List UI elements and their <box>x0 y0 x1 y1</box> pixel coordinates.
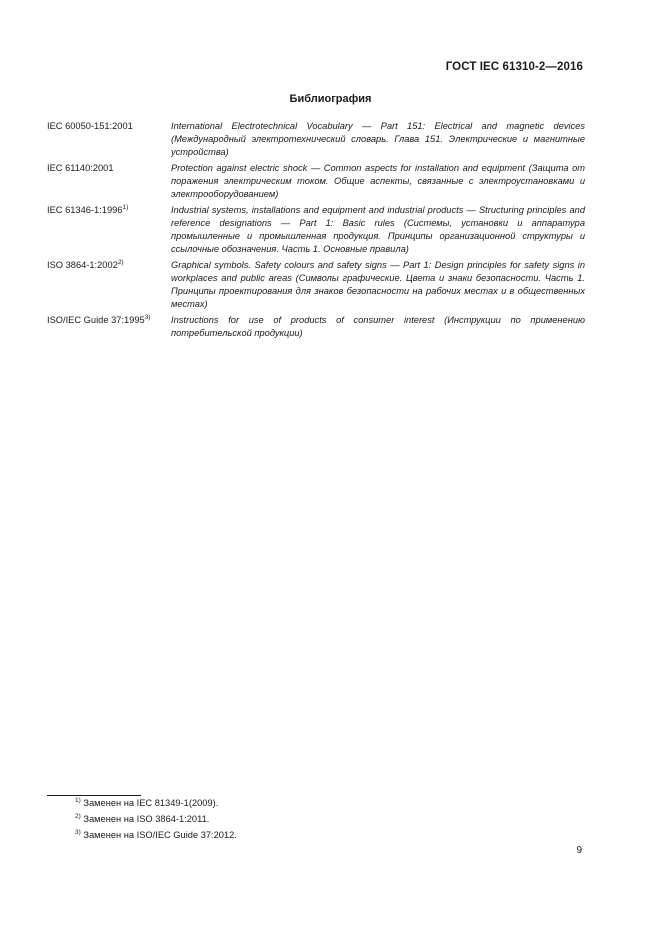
footnotes <box>75 797 475 845</box>
page-number: 9 <box>576 845 582 856</box>
footnote-separator <box>47 795 141 796</box>
footnote-marker: 3) <box>144 313 151 321</box>
bibliography-entry <box>47 314 585 340</box>
bibliography-title: Библиография <box>289 93 372 105</box>
reference-code: ISO 3864-1:2002 <box>47 260 118 270</box>
bibliography-description: Industrial systems, installations and equipment and industrial products — Structuring principles and reference designations — Part 1: Basic rules (Системы, установки и аппаратура промышленные и промышленная продукция. Принципы организационной структуры и ссылочные обозначения. Часть 1. Основные правила) <box>171 205 585 254</box>
footnote <box>75 797 475 810</box>
footnote-marker: 1) <box>122 203 129 211</box>
standard-code: ГОСТ IEC 61310-2—2016 <box>445 61 583 73</box>
footnote <box>75 829 475 842</box>
footnote-text: Заменен на ISO 3864-1:2011. <box>83 814 210 824</box>
bibliography-reference <box>47 120 171 133</box>
bibliography-list <box>47 120 585 343</box>
reference-code: IEC 61140:2001 <box>47 163 114 173</box>
bibliography-reference <box>47 204 171 217</box>
bibliography-description: International Electrotechnical Vocabulary — Part 151: Electrical and magnetic devices (Международный электротехнический словарь. Глава 151. Электрические и магнитные устройства) <box>171 121 585 157</box>
reference-code: IEC 61346-1:1996 <box>47 205 123 215</box>
footnote-marker: 3) <box>75 828 81 836</box>
footnote-marker: 2) <box>117 258 124 266</box>
footnote-text: Заменен на ISO/IEC Guide 37:2012. <box>83 830 237 840</box>
bibliography-reference <box>47 259 171 272</box>
bibliography-reference <box>47 314 171 327</box>
bibliography-description: Graphical symbols. Safety colours and safety signs — Part 1: Design principles for safety signs in workplaces and public areas (Символы графические. Цвета и знаки безопасности. Часть 1. Принципы проектирования для знаков безопасности на рабочих местах и в общественных местах) <box>171 260 585 309</box>
footnote-marker: 2) <box>75 812 81 820</box>
reference-code: ISO/IEC Guide 37:1995 <box>47 315 145 325</box>
reference-code: IEC 60050-151:2001 <box>47 121 133 131</box>
bibliography-entry <box>47 162 585 201</box>
footnote-text: Заменен на IEC 81349-1(2009). <box>83 798 219 808</box>
footnote-marker: 1) <box>75 796 81 804</box>
bibliography-description: Instructions for use of products of consumer interest (Инструкции по применению потребительской продукции) <box>171 315 585 338</box>
bibliography-reference <box>47 162 171 175</box>
footnote <box>75 813 475 826</box>
bibliography-entry <box>47 204 585 256</box>
bibliography-description: Protection against electric shock — Common aspects for installation and equipment (Защита от поражения электрическим током. Общие аспекты, связанные с электроустановками и электрооборудованием) <box>171 163 585 199</box>
bibliography-entry <box>47 259 585 311</box>
bibliography-entry <box>47 120 585 159</box>
